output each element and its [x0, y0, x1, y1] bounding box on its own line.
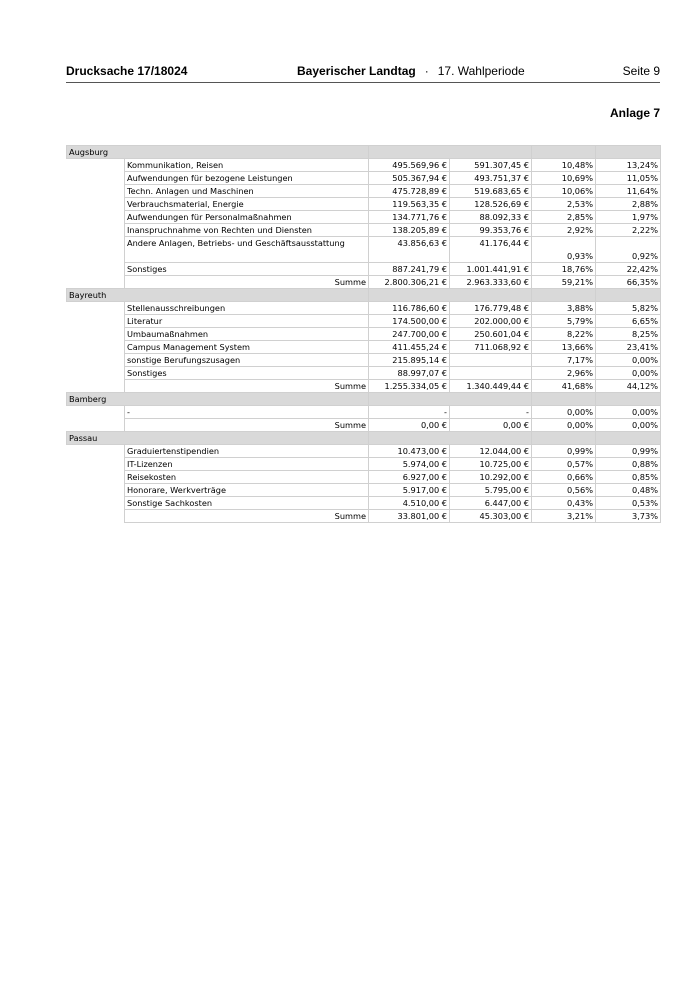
percent-cell: 7,17%: [532, 354, 596, 367]
percent-cell: 0,99%: [532, 445, 596, 458]
table-row: [67, 471, 661, 484]
group-header-row: [67, 146, 661, 159]
parliament-name: Bayerischer Landtag: [297, 64, 416, 78]
amount-cell: 88.997,07 €: [369, 367, 450, 380]
sum-label: Summe: [125, 276, 369, 289]
amount-cell: 4.510,00 €: [369, 497, 450, 510]
cost-item: Literatur: [125, 315, 369, 328]
sum-percent: 41,68%: [532, 380, 596, 393]
cost-item: Sonstige Sachkosten: [125, 497, 369, 510]
table-row: [67, 237, 661, 263]
sum-amount: 0,00 €: [450, 419, 532, 432]
percent-cell: 8,25%: [596, 328, 661, 341]
sum-amount: 33.801,00 €: [369, 510, 450, 523]
group-header-row: [67, 393, 661, 406]
amount-cell: 411.455,24 €: [369, 341, 450, 354]
table-row: [67, 341, 661, 354]
table-row: [67, 445, 661, 458]
amount-cell: 128.526,69 €: [450, 198, 532, 211]
percent-cell: 2,88%: [596, 198, 661, 211]
sum-percent: 3,21%: [532, 510, 596, 523]
amount-cell: 10.725,00 €: [450, 458, 532, 471]
amount-cell: 887.241,79 €: [369, 263, 450, 276]
amount-cell: 505.367,94 €: [369, 172, 450, 185]
sum-percent: 3,73%: [596, 510, 661, 523]
group-header-row: [67, 432, 661, 445]
amount-cell: 174.500,00 €: [369, 315, 450, 328]
percent-cell: 0,00%: [596, 367, 661, 380]
page-number: Seite 9: [622, 64, 660, 78]
sum-amount: 1.255.334,05 €: [369, 380, 450, 393]
percent-cell: 10,69%: [532, 172, 596, 185]
sum-row: [67, 276, 661, 289]
sum-label: Summe: [125, 419, 369, 432]
sum-amount: 2.963.333,60 €: [450, 276, 532, 289]
amount-cell: 88.092,33 €: [450, 211, 532, 224]
cost-item: Umbaumaßnahmen: [125, 328, 369, 341]
cost-item: Techn. Anlagen und Maschinen: [125, 185, 369, 198]
cost-item: Aufwendungen für bezogene Leistungen: [125, 172, 369, 185]
amount-cell: -: [450, 406, 532, 419]
cost-item: Kommunikation, Reisen: [125, 159, 369, 172]
cost-item: Campus Management System: [125, 341, 369, 354]
percent-cell: 0,48%: [596, 484, 661, 497]
amount-cell: 1.001.441,91 €: [450, 263, 532, 276]
attachment-label: Anlage 7: [609, 106, 660, 120]
sum-amount: 2.800.306,21 €: [369, 276, 450, 289]
sum-percent: 66,35%: [596, 276, 661, 289]
amount-cell: 711.068,92 €: [450, 341, 532, 354]
cost-item: Reisekosten: [125, 471, 369, 484]
electoral-period: 17. Wahlperiode: [437, 64, 525, 78]
university-name: Bamberg: [67, 393, 369, 406]
table-row: [67, 458, 661, 471]
percent-cell: 23,41%: [596, 341, 661, 354]
amount-cell: 250.601,04 €: [450, 328, 532, 341]
percent-cell: 0,93%: [532, 237, 596, 263]
header-rule: [66, 82, 660, 83]
sum-amount: 1.340.449,44 €: [450, 380, 532, 393]
amount-cell: 519.683,65 €: [450, 185, 532, 198]
header-center: [297, 64, 525, 78]
amount-cell: [450, 367, 532, 380]
percent-cell: 0,00%: [596, 354, 661, 367]
amount-cell: 495.569,96 €: [369, 159, 450, 172]
percent-cell: 0,66%: [532, 471, 596, 484]
amount-cell: 493.751,37 €: [450, 172, 532, 185]
table-row: [67, 354, 661, 367]
table-row: [67, 328, 661, 341]
university-name: Bayreuth: [67, 289, 369, 302]
table-row: [67, 406, 661, 419]
percent-cell: 0,00%: [532, 406, 596, 419]
percent-cell: 6,65%: [596, 315, 661, 328]
table-row: [67, 315, 661, 328]
amount-cell: 475.728,89 €: [369, 185, 450, 198]
percent-cell: 0,88%: [596, 458, 661, 471]
university-name: Augsburg: [67, 146, 369, 159]
percent-cell: 22,42%: [596, 263, 661, 276]
percent-cell: 0,00%: [596, 406, 661, 419]
page-header: [66, 64, 660, 80]
cost-item: Graduiertenstipendien: [125, 445, 369, 458]
cost-item: IT-Lizenzen: [125, 458, 369, 471]
amount-cell: 6.447,00 €: [450, 497, 532, 510]
table-row: [67, 484, 661, 497]
sum-row: [67, 380, 661, 393]
amount-cell: 5.974,00 €: [369, 458, 450, 471]
sum-percent: 59,21%: [532, 276, 596, 289]
table-row: [67, 367, 661, 380]
percent-cell: 8,22%: [532, 328, 596, 341]
amount-cell: 176.779,48 €: [450, 302, 532, 315]
amount-cell: 5.795,00 €: [450, 484, 532, 497]
percent-cell: 11,64%: [596, 185, 661, 198]
amount-cell: 119.563,35 €: [369, 198, 450, 211]
university-name: Passau: [67, 432, 369, 445]
percent-cell: 2,85%: [532, 211, 596, 224]
amount-cell: 5.917,00 €: [369, 484, 450, 497]
cost-item: Inanspruchnahme von Rechten und Diensten: [125, 224, 369, 237]
percent-cell: 2,22%: [596, 224, 661, 237]
amount-cell: -: [369, 406, 450, 419]
percent-cell: 18,76%: [532, 263, 596, 276]
sum-label: Summe: [125, 510, 369, 523]
cost-item: Andere Anlagen, Betriebs- und Geschäftsausstattung: [125, 237, 369, 263]
table-row: [67, 497, 661, 510]
amount-cell: 99.353,76 €: [450, 224, 532, 237]
table-row: [67, 302, 661, 315]
cost-item: sonstige Berufungszusagen: [125, 354, 369, 367]
amount-cell: 202.000,00 €: [450, 315, 532, 328]
amount-cell: 10.292,00 €: [450, 471, 532, 484]
cost-item: Stellenausschreibungen: [125, 302, 369, 315]
percent-cell: 1,97%: [596, 211, 661, 224]
table-row: [67, 172, 661, 185]
sum-amount: 0,00 €: [369, 419, 450, 432]
sum-percent: 44,12%: [596, 380, 661, 393]
amount-cell: 247.700,00 €: [369, 328, 450, 341]
percent-cell: 0,85%: [596, 471, 661, 484]
cost-item: Sonstiges: [125, 367, 369, 380]
percent-cell: 2,96%: [532, 367, 596, 380]
cost-item: Sonstiges: [125, 263, 369, 276]
cost-item: Verbrauchsmaterial, Energie: [125, 198, 369, 211]
sum-row: [67, 419, 661, 432]
table-row: [67, 198, 661, 211]
percent-cell: 13,66%: [532, 341, 596, 354]
document-number: Drucksache 17/18024: [66, 64, 188, 78]
percent-cell: 0,92%: [596, 237, 661, 263]
cost-item: Honorare, Werkverträge: [125, 484, 369, 497]
percent-cell: 0,43%: [532, 497, 596, 510]
percent-cell: 3,88%: [532, 302, 596, 315]
expense-table: [66, 145, 661, 523]
table-row: [67, 224, 661, 237]
percent-cell: 5,82%: [596, 302, 661, 315]
table-row: [67, 211, 661, 224]
amount-cell: 215.895,14 €: [369, 354, 450, 367]
amount-cell: 591.307,45 €: [450, 159, 532, 172]
amount-cell: [450, 354, 532, 367]
amount-cell: 10.473,00 €: [369, 445, 450, 458]
percent-cell: 11,05%: [596, 172, 661, 185]
percent-cell: 5,79%: [532, 315, 596, 328]
percent-cell: 2,92%: [532, 224, 596, 237]
header-separator: ·: [424, 64, 429, 78]
percent-cell: 0,53%: [596, 497, 661, 510]
cost-item: Aufwendungen für Personalmaßnahmen: [125, 211, 369, 224]
percent-cell: 2,53%: [532, 198, 596, 211]
amount-cell: 43.856,63 €: [369, 237, 450, 263]
percent-cell: 10,06%: [532, 185, 596, 198]
sum-label: Summe: [125, 380, 369, 393]
percent-cell: 10,48%: [532, 159, 596, 172]
amount-cell: 41.176,44 €: [450, 237, 532, 263]
amount-cell: 116.786,60 €: [369, 302, 450, 315]
percent-cell: 0,56%: [532, 484, 596, 497]
cost-item: -: [125, 406, 369, 419]
sum-percent: 0,00%: [596, 419, 661, 432]
amount-cell: 138.205,89 €: [369, 224, 450, 237]
percent-cell: 13,24%: [596, 159, 661, 172]
percent-cell: 0,99%: [596, 445, 661, 458]
table-row: [67, 263, 661, 276]
amount-cell: 12.044,00 €: [450, 445, 532, 458]
table-row: [67, 159, 661, 172]
amount-cell: 6.927,00 €: [369, 471, 450, 484]
sum-percent: 0,00%: [532, 419, 596, 432]
sum-amount: 45.303,00 €: [450, 510, 532, 523]
sum-row: [67, 510, 661, 523]
group-header-row: [67, 289, 661, 302]
percent-cell: 0,57%: [532, 458, 596, 471]
table-row: [67, 185, 661, 198]
amount-cell: 134.771,76 €: [369, 211, 450, 224]
